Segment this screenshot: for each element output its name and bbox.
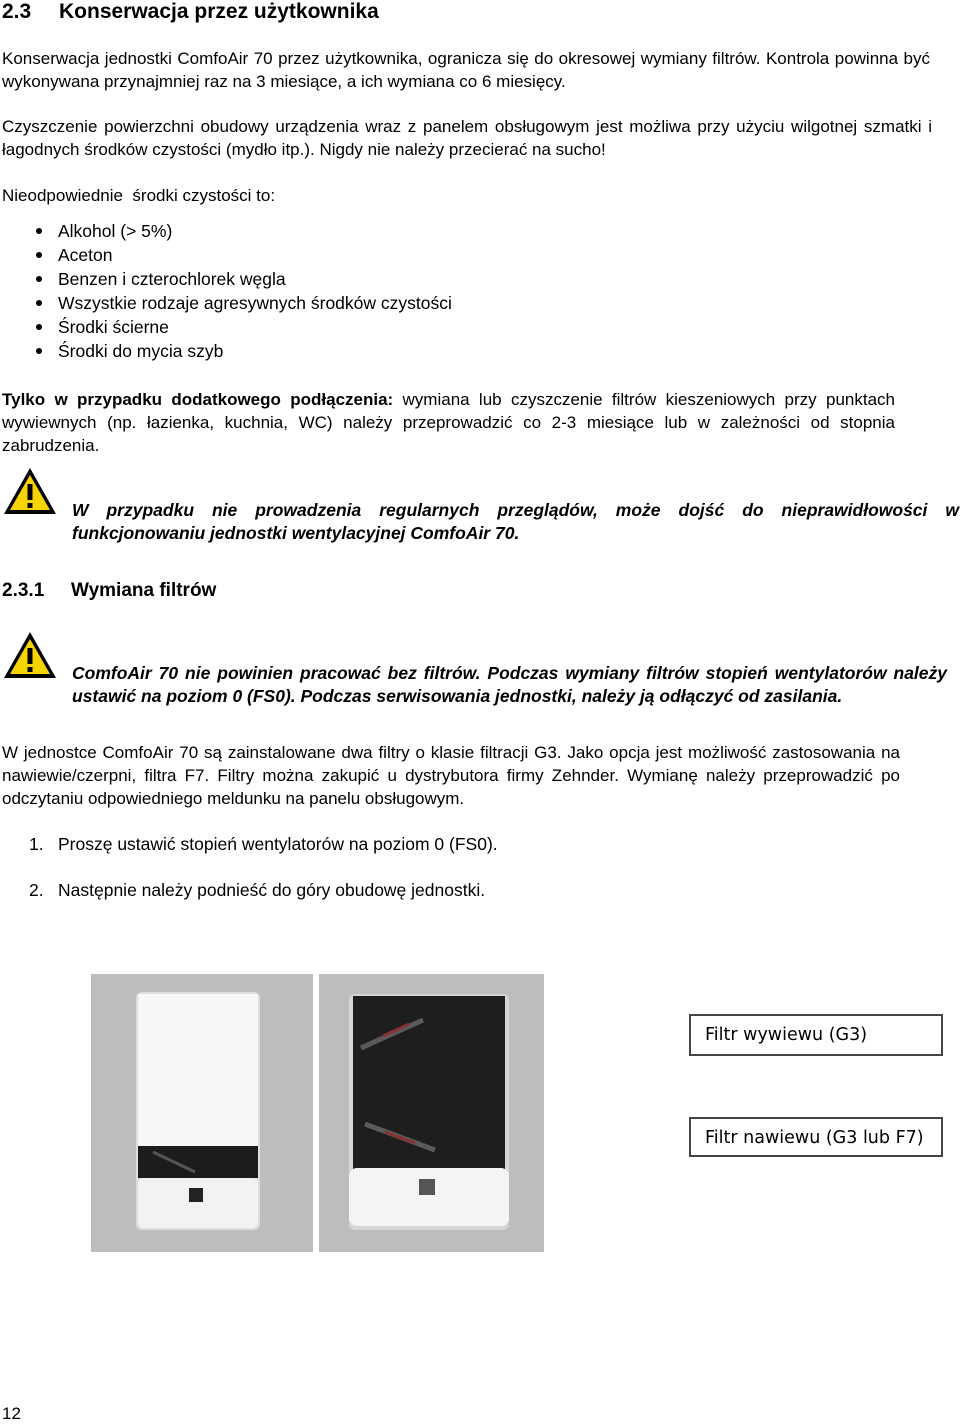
paragraph-cleaning-text: Czyszczenie powierzchni obudowy urządzenia wraz z panelem obsługowym jest możliwa przy użyciu wilgotnej szmatki i łagodnych środków czystości (mydło itp.). Nigdy nie należy przecierać na sucho!: [2, 117, 932, 159]
step-text: Proszę ustawić stopień wentylatorów na poziom 0 (FS0).: [58, 834, 498, 854]
paragraph-filters-text: W jednostce ComfoAir 70 są zainstalowane dwa filtry o klasie filtracji G3. Jako opcja jest możliwość zastosowania na nawiewie/czerpni, filtra F7. Filtry można zakupić u dystrybutora firmy Zehnder. Wymianę należy przeprowadzić po odczytaniu odpowiedniego meldunku na panelu obsługowym.: [2, 743, 900, 808]
paragraph-maintenance-text: Konserwacja jednostki ComfoAir 70 przez użytkownika, ogranicza się do okresowej wymiany filtrów. Kontrola powinna być wykonywana przynajmniej raz na 3 miesiące, a ich wymiana co 6 miesięcy.: [2, 49, 930, 91]
warning-text-inspections: W przypadku nie prowadzenia regularnych przeglądów, może dojść do nieprawidłowości w funkcjonowaniu jednostki wentylacyjnej ComfoAir 70.: [72, 500, 959, 543]
unsuitable-agents-list: [30, 219, 452, 363]
subsection-number: 2.3.1: [2, 580, 45, 601]
unit-closed-illustration: [91, 974, 313, 1252]
callout-supply-filter: Filtr nawiewu (G3 lub F7): [689, 1117, 943, 1157]
paragraph-unsuitable-text: Nieodpowiednie środki czystości to:: [2, 186, 276, 205]
list-item: Aceton: [30, 243, 452, 267]
list-item: Środki ścierne: [30, 315, 452, 339]
pocket-filters-bold: Tylko w przypadku dodatkowego podłączenia:: [2, 390, 394, 409]
paragraph-maintenance: [2, 47, 930, 93]
page-number: 12: [2, 1404, 21, 1423]
warning-icon: [2, 466, 58, 516]
photo-unit-closed: [91, 974, 313, 1252]
step-number: 1.: [29, 834, 44, 854]
paragraph-filters: [2, 741, 900, 810]
warning-icon: [2, 630, 58, 680]
paragraph-pocket-filters: [2, 388, 895, 457]
section-title: Konserwacja przez użytkownika: [59, 0, 379, 23]
warning-text-filters: ComfoAir 70 nie powinien pracować bez filtrów. Podczas wymiany filtrów stopień wentylatorów należy ustawić na poziom 0 (FS0). Podczas serwisowania jednostki, należy ją odłączyć od zasilania.: [72, 663, 947, 706]
unit-open-illustration: [319, 974, 544, 1252]
paragraph-cleaning: [2, 115, 932, 161]
list-item: Środki do mycia szyb: [30, 339, 452, 363]
paragraph-pocket-filters-text: [2, 388, 895, 457]
subsection-title: Wymiana filtrów: [71, 580, 217, 601]
step-text: Następnie należy podnieść do góry obudowę jednostki.: [58, 880, 486, 900]
step-number: 2.: [29, 880, 44, 900]
section-number: 2.3: [2, 0, 32, 23]
paragraph-unsuitable: [2, 184, 930, 207]
pocket-filters-rest: wymiana lub czyszczenie filtrów kieszeniowych przy punktach wywiewnych (np. łazienka, kuchnia, WC) należy przeprowadzić co 2-3 miesiące lub w zależności od stopnia zabrudzenia.: [2, 390, 895, 455]
photo-unit-open: [319, 974, 544, 1252]
callout-exhaust-filter: Filtr wywiewu (G3): [689, 1014, 943, 1056]
list-item: Wszystkie rodzaje agresywnych środków czystości: [30, 291, 452, 315]
list-item: Alkohol (> 5%): [30, 219, 452, 243]
list-item: Benzen i czterochlorek węgla: [30, 267, 452, 291]
